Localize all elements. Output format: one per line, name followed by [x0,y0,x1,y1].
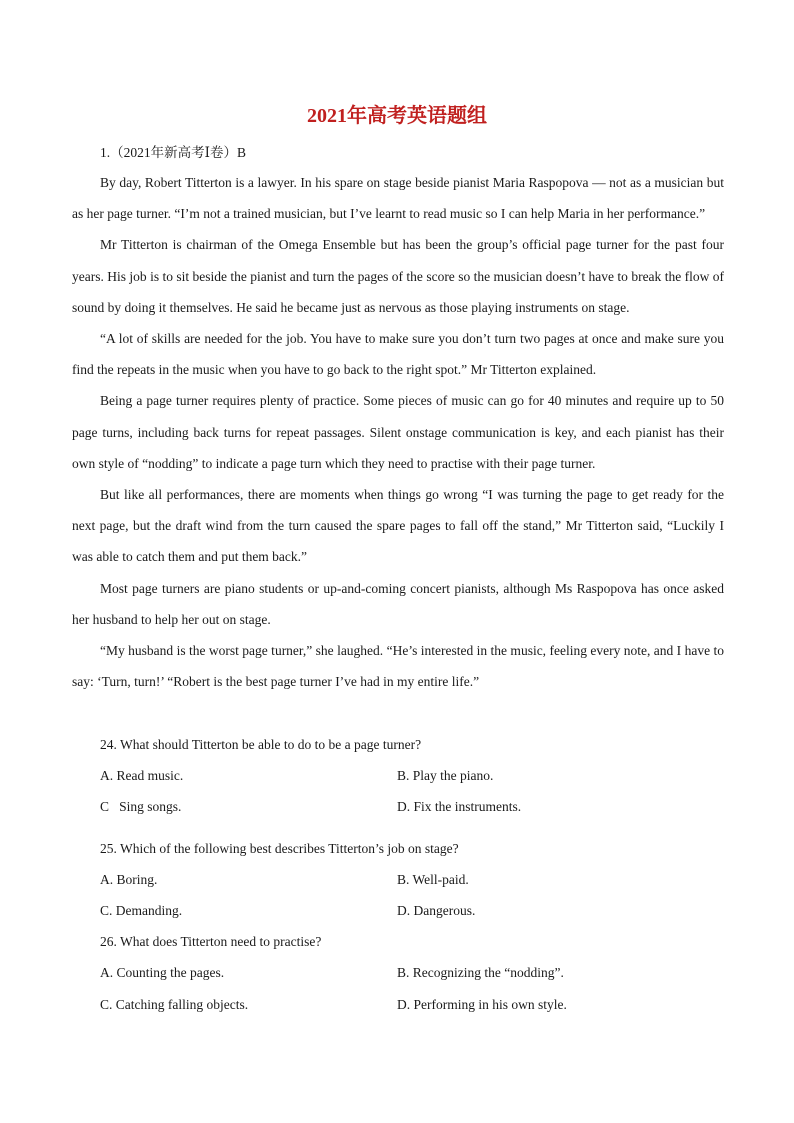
reading-passage [72,167,724,697]
answer-option: A. Read music. [100,768,184,783]
answer-option: D. Fix the instruments. [397,799,522,814]
passage-paragraph: But like all performances, there are moments when things go wrong “I was turning the page to get ready for the next page, but the draft wind from the turn caused the spare pages to fall off the stand,” Mr Titterton said, “Luckily I was able to catch them and put them back.” [72,487,724,565]
answer-option: C. Catching falling objects. [100,997,249,1012]
passage-paragraph: “A lot of skills are needed for the job. You have to make sure you don’t turn two pages at once and make sure you find the repeats in the music when you have to go back to the right spot.” Mr Titterton explained. [72,331,724,378]
question-stem: 26. What does Titterton need to practise? [100,934,322,949]
question-stem: 24. What should Titterton be able to do to be a page turner? [100,737,422,752]
answer-option: C Sing songs. [100,799,182,814]
answer-option: D. Dangerous. [397,903,476,918]
answer-option: B. Play the piano. [397,768,494,783]
passage-paragraph: Most page turners are piano students or up-and-coming concert pianists, although Ms Raspopova has once asked her husband to help her out on stage. [72,580,724,627]
document-title: 2021年高考英语题组 [307,105,487,127]
answer-option: B. Recognizing the “nodding”. [397,965,564,980]
passage-paragraph: Mr Titterton is chairman of the Omega Ensemble but has been the group’s official page turner for the past four years. His job is to sit beside the pianist and turn the pages of the score so the musician doesn’t have to break the flow of sound by doing it themselves. He said he became just as nervous as those playing instruments on stage. [72,237,724,315]
answer-option: B. Well-paid. [397,872,469,887]
question-source: 1.（2021年新高考Ⅰ卷）B [100,145,246,160]
passage-paragraph: “My husband is the worst page turner,” she laughed. “He’s interested in the music, feeling every note, and I have to say: ‘Turn, turn!’ “Robert is the best page turner I’ve had in my entire life.” [72,643,724,690]
passage-paragraph: Being a page turner requires plenty of practice. Some pieces of music can go for 40 minutes and require up to 50 page turns, including back turns for repeat passages. Silent onstage communication is key, and each pianist has their own style of “nodding” to indicate a page turn which they need to practise with their page turner. [72,393,724,471]
answer-option: D. Performing in his own style. [397,997,567,1012]
answer-option: C. Demanding. [100,903,183,918]
question-stem: 25. Which of the following best describes Titterton’s job on stage? [100,841,459,856]
answer-option: A. Counting the pages. [100,965,225,980]
passage-paragraph: By day, Robert Titterton is a lawyer. In his spare on stage beside pianist Maria Raspopova — not as a musician but as her page turner. “I’m not a trained musician, but I’ve learnt to read music so I can help Maria in her performance.” [72,175,724,222]
answer-option: A. Boring. [100,872,158,887]
